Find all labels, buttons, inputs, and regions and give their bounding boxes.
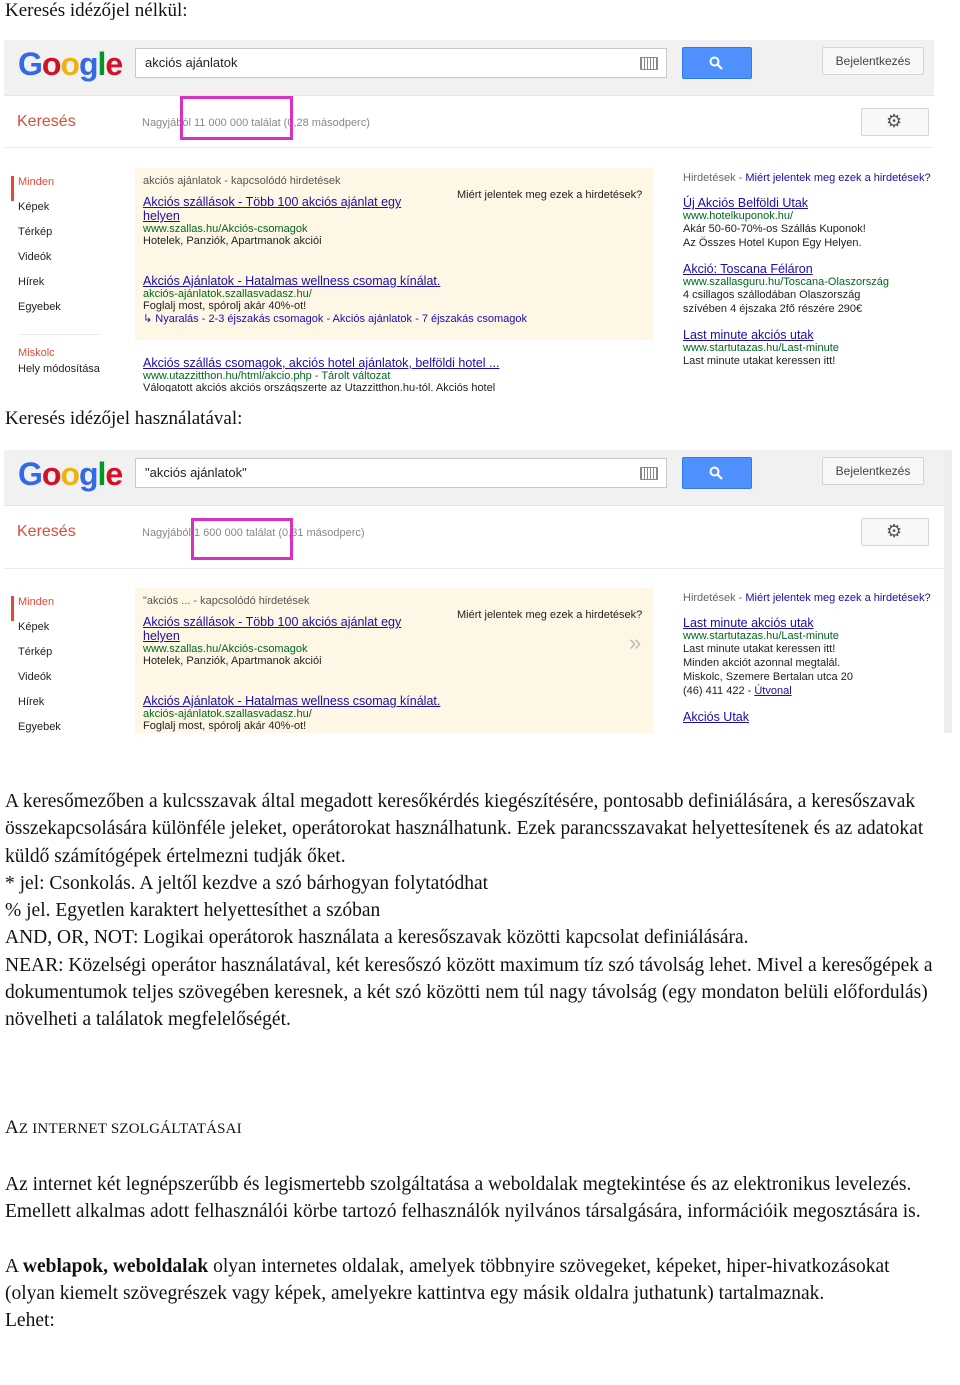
sidebar-item-more[interactable]: Egyebek bbox=[18, 721, 61, 733]
google-topbar bbox=[4, 450, 944, 506]
logo-letter: o bbox=[60, 456, 79, 492]
ad-title[interactable]: Új Akciós Belföldi Utak bbox=[683, 196, 809, 210]
logo-letter: l bbox=[97, 456, 106, 492]
ad-sitelinks[interactable]: ↳ Nyaralás - 2-3 éjszakás csomagok - Akciós ajánlatok - 7 éjszakás csomagok bbox=[143, 313, 527, 325]
right-ads-header bbox=[683, 592, 943, 604]
paragraph bbox=[5, 1253, 935, 1308]
location-title: Miskolc bbox=[18, 347, 55, 359]
ad-block bbox=[135, 168, 653, 340]
result-stats: Nagyjából 1 600 000 találat (0,31 másodperc) bbox=[142, 527, 365, 539]
ad-item bbox=[143, 615, 643, 667]
ad-header: akciós ajánlatok - kapcsolódó hirdetések bbox=[143, 175, 341, 187]
ad-desc: Foglalj most, spórolj akár 40%-ot! bbox=[143, 720, 307, 732]
ad-url: www.hotelkuponok.hu/ bbox=[683, 210, 794, 222]
route-link[interactable]: Útvonal bbox=[754, 685, 792, 697]
sidebar-item-videos[interactable]: Videók bbox=[18, 671, 52, 683]
search-icon bbox=[709, 56, 723, 70]
caption-with-quotes: Keresés idézőjel használatával: bbox=[5, 408, 243, 429]
paragraph: AND, OR, NOT: Logikai operátorok használata a keresőszavak közötti kapcsolat definiálására. bbox=[5, 927, 749, 949]
paragraph: Az internet két legnépszerűbb és legismertebb szolgáltatása a weboldalak megtekintése és az elektronikus levelezés. Emellett alkalmas adott felhasználói körbe tartozó felhasználók nyilvános társalgására, információik megosztására is. bbox=[5, 1174, 921, 1223]
ad-phone-route bbox=[683, 684, 943, 698]
right-ad bbox=[683, 262, 934, 316]
right-ads bbox=[683, 172, 934, 368]
result-stats: Nagyjából 11 000 000 találat (0,28 másodperc) bbox=[142, 117, 370, 129]
ad-item bbox=[143, 195, 643, 247]
paragraph: NEAR: Közelségi operátor használatával, két keresőszó között maximum tíz szó távolság lehet. Mivel a keresőgépek a dokumentumok teljes szövegében keresnek, a két szó közötti nem túl nagy távolság (egy mondaton belüli előfordulás) növelheti a találatok megfelelőségét. bbox=[5, 954, 933, 1031]
ad-desc: Az Összes Hotel Kupon Egy Helyen. bbox=[683, 237, 862, 249]
right-ads-header bbox=[683, 172, 934, 184]
right-ads bbox=[683, 592, 943, 724]
sidebar-item-maps[interactable]: Térkép bbox=[18, 226, 53, 238]
google-topbar bbox=[4, 40, 934, 96]
ad-desc: Akár 50-60-70%-os Szállás Kuponok! bbox=[683, 223, 866, 235]
ad-item bbox=[143, 694, 643, 732]
heading-initial: A bbox=[5, 1117, 19, 1138]
result-desc: Válogatott akciós akciós országszerte az Utazzitthon.hu-tól. Akciós hotel bbox=[143, 382, 496, 392]
logo-letter: g bbox=[78, 46, 98, 82]
search-button[interactable] bbox=[682, 47, 752, 79]
ad-url: akciós-ajánlatok.szallasvadasz.hu/ bbox=[143, 708, 312, 720]
google-logo bbox=[18, 46, 122, 83]
ad-desc: Last minute utakat keressen itt! bbox=[683, 355, 836, 367]
google-logo bbox=[18, 456, 122, 493]
paragraph: % jel. Egyetlen karaktert helyettesíthet a szóban bbox=[5, 900, 381, 922]
right-ad bbox=[683, 328, 934, 368]
sidebar-item-maps[interactable]: Térkép bbox=[18, 646, 53, 658]
login-button[interactable]: Bejelentkezés bbox=[822, 47, 924, 75]
ad-header: "akciós ... - kapcsolódó hirdetések bbox=[143, 595, 310, 607]
search-input[interactable] bbox=[135, 458, 667, 488]
sidebar-item-news[interactable]: Hírek bbox=[18, 276, 45, 288]
text-run: A bbox=[5, 1255, 23, 1277]
ads-label: Hirdetések - bbox=[683, 172, 743, 184]
ad-url: www.startutazas.hu/Last-minute bbox=[683, 342, 839, 354]
search-query: "akciós ajánlatok" bbox=[145, 465, 247, 480]
logo-letter: G bbox=[18, 46, 42, 82]
ad-title[interactable]: Akció: Toscana Féláron bbox=[683, 262, 813, 276]
search-icon bbox=[709, 466, 723, 480]
sidebar bbox=[18, 176, 100, 388]
bold-term: weblapok, weboldalak bbox=[22, 1255, 209, 1277]
settings-button[interactable] bbox=[861, 108, 929, 136]
divider bbox=[18, 334, 100, 347]
settings-button[interactable] bbox=[861, 518, 929, 546]
ad-title[interactable]: Last minute akciós utak bbox=[683, 616, 814, 630]
why-ads-link[interactable]: Miért jelentek meg ezek a hirdetések? bbox=[457, 189, 643, 201]
divider bbox=[4, 147, 934, 148]
ad-url: www.startutazas.hu/Last-minute bbox=[683, 630, 839, 642]
logo-letter: e bbox=[105, 456, 123, 492]
ad-title-cont[interactable]: helyen bbox=[143, 209, 180, 223]
ad-title[interactable]: Akciós Ajánlatok - Hatalmas wellness csomag kínálat. bbox=[143, 694, 441, 708]
sidebar-item-images[interactable]: Képek bbox=[18, 201, 50, 213]
divider bbox=[4, 568, 944, 569]
search-screenshot-1 bbox=[4, 40, 934, 392]
keyboard-icon[interactable] bbox=[640, 57, 658, 70]
sidebar-item-news[interactable]: Hírek bbox=[18, 696, 45, 708]
logo-letter: e bbox=[105, 46, 123, 82]
highlight-box bbox=[191, 518, 293, 560]
why-ads-link[interactable]: Miért jelentek meg ezek a hirdetések? bbox=[457, 609, 643, 621]
highlight-box bbox=[180, 96, 293, 140]
sidebar-item-images[interactable]: Képek bbox=[18, 621, 50, 633]
why-ads-link[interactable]: Miért jelentek meg ezek a hirdetések? bbox=[745, 592, 931, 604]
sidebar-item-more[interactable]: Egyebek bbox=[18, 301, 61, 313]
keyboard-icon[interactable] bbox=[640, 467, 658, 480]
ad-desc: Hotelek, Panziók, Apartmanok akciói bbox=[143, 655, 322, 667]
logo-letter: o bbox=[60, 46, 79, 82]
ad-desc: Hotelek, Panziók, Apartmanok akciói bbox=[143, 235, 322, 247]
logo-letter: G bbox=[18, 456, 42, 492]
section-heading bbox=[5, 1117, 242, 1139]
organic-block bbox=[135, 356, 653, 392]
search-query: akciós ajánlatok bbox=[145, 55, 238, 70]
change-location-link[interactable]: Hely módosítása bbox=[18, 363, 100, 375]
paragraph: * jel: Csonkolás. A jeltől kezdve a szó bárhogyan folytatódhat bbox=[5, 872, 489, 894]
logo-letter: g bbox=[78, 456, 98, 492]
logo-letter: o bbox=[41, 456, 61, 492]
ad-title[interactable]: Akciós Utak bbox=[683, 710, 749, 724]
ad-desc: Minden akciót azonnal megtalál. bbox=[683, 657, 841, 669]
why-ads-link[interactable]: Miért jelentek meg ezek a hirdetések? bbox=[745, 172, 931, 184]
login-button[interactable]: Bejelentkezés bbox=[822, 457, 924, 485]
ad-title-cont[interactable]: helyen bbox=[143, 629, 180, 643]
search-screenshot-2 bbox=[4, 450, 952, 733]
ads-label: Hirdetések - bbox=[683, 592, 743, 604]
ad-phone: (46) 411 422 - bbox=[683, 685, 752, 697]
paragraph: A keresőmezőben a kulcsszavak által megadott keresőkérdés kiegészítésére, pontosabb definiálására, a keresőszavak összekapcsolására különféle jeleket, operátorokat használhatunk. Ezek parancsszavakat helyettesítenek és az adatokat küldő számítógépek értelmezni tudják őket. bbox=[5, 791, 924, 867]
ad-title[interactable]: Akciós szállások - Több 100 akciós ajánlat egy bbox=[143, 615, 402, 629]
right-ad bbox=[683, 710, 943, 724]
result-url: www.utazzitthon.hu/html/akcio.php - Tárolt változat bbox=[143, 370, 391, 382]
search-section-label: Keresés bbox=[17, 523, 76, 540]
heading-rest: Z INTERNET SZOLGÁLTATÁSAI bbox=[18, 1121, 242, 1137]
ad-desc: Foglalj most, spórolj akár 40%-ot! bbox=[143, 300, 307, 312]
ad-desc: 4 csillagos szállodában Olaszország bbox=[683, 289, 861, 301]
search-section-label: Keresés bbox=[17, 113, 76, 130]
sidebar bbox=[18, 596, 61, 733]
result-title[interactable]: Akciós szállás csomagok, akciós hotel ajánlatok, belföldi hotel ... bbox=[143, 356, 500, 370]
text-run: olyan internetes oldalak, amelyek többnyire szövegeket, képeket, hiper-hivatkozásokat (olyan kiemelt szövegrészek vagy képek, amelyekre kattintva egy másik oldalra juthatunk) tartalmaznak. bbox=[5, 1255, 890, 1304]
gear-icon: ⚙ bbox=[886, 521, 903, 541]
right-ad bbox=[683, 196, 934, 250]
logo-letter: l bbox=[97, 46, 106, 82]
sidebar-item-all[interactable]: Minden bbox=[11, 176, 100, 201]
ad-title[interactable]: Akciós Ajánlatok - Hatalmas wellness csomag kínálat. bbox=[143, 274, 441, 288]
expand-chevron-icon[interactable]: » bbox=[629, 630, 642, 655]
ad-address: Miskolc, Szemere Bertalan utca 20 bbox=[683, 671, 853, 683]
ad-url: www.szallas.hu/Akciós-csomagok bbox=[143, 223, 308, 235]
ad-desc: Last minute utakat keressen itt! bbox=[683, 643, 836, 655]
ad-desc: szívében 4 éjszaka 2fő részére 290€ bbox=[683, 303, 863, 315]
paragraph: Lehet: bbox=[5, 1310, 55, 1332]
right-ad bbox=[683, 616, 943, 698]
ad-url: akciós-ajánlatok.szallasvadasz.hu/ bbox=[143, 288, 312, 300]
scrollbar[interactable] bbox=[944, 450, 952, 733]
ad-title[interactable]: Akciós szállások - Több 100 akciós ajánlat egy bbox=[143, 195, 402, 209]
caption-without-quotes: Keresés idézőjel nélkül: bbox=[5, 0, 188, 21]
ad-block bbox=[135, 588, 653, 733]
search-input[interactable] bbox=[135, 48, 667, 78]
ad-url: www.szallas.hu/Akciós-csomagok bbox=[143, 643, 308, 655]
logo-letter: o bbox=[41, 46, 61, 82]
gear-icon: ⚙ bbox=[886, 111, 903, 131]
search-button[interactable] bbox=[682, 457, 752, 489]
sidebar-item-videos[interactable]: Videók bbox=[18, 251, 52, 263]
ad-item bbox=[143, 274, 643, 325]
result-item bbox=[143, 356, 643, 392]
body-text bbox=[5, 788, 935, 1034]
ad-title[interactable]: Last minute akciós utak bbox=[683, 328, 814, 342]
body-text-2 bbox=[5, 1171, 935, 1334]
ad-url: www.szallasguru.hu/Toscana-Olaszország bbox=[683, 276, 890, 288]
sidebar-item-all[interactable]: Minden bbox=[11, 596, 61, 621]
